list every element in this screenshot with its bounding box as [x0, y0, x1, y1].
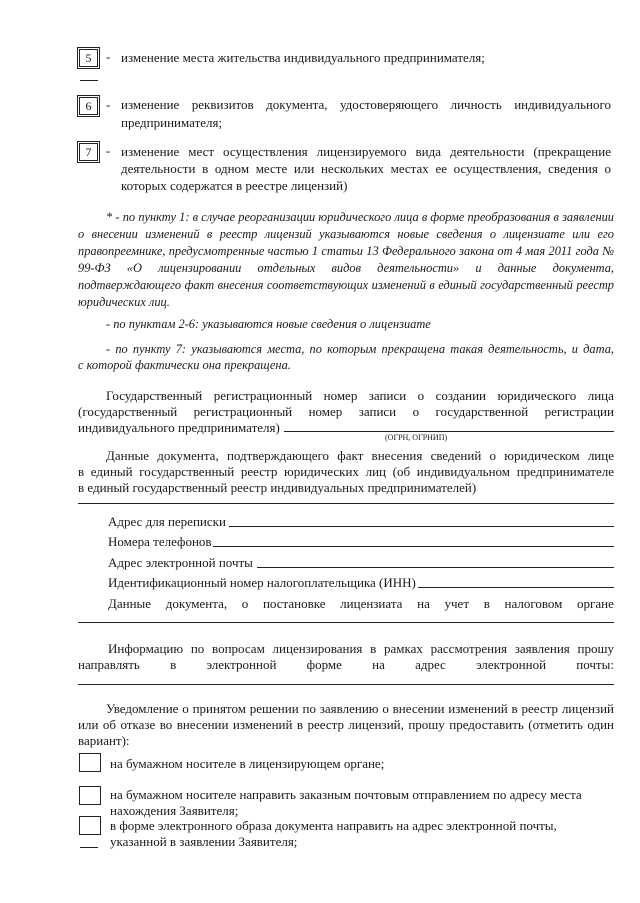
word: Информацию [108, 641, 184, 656]
ogrn-input-line[interactable] [284, 431, 614, 432]
word: государственной [435, 404, 529, 419]
word: номер [323, 388, 358, 403]
option-paper-mail-label-line1: на бумажном носителе направить заказным почтовым отправлением по адресу места [110, 787, 582, 802]
egrul-line-2: в единый государственный реестр юридических лиц (об индивидуальном предпринимателе [78, 464, 614, 479]
phones-input-line[interactable] [213, 546, 614, 547]
word: учет [444, 596, 470, 611]
word: в [483, 596, 490, 611]
item-text-line [121, 97, 611, 113]
item-number-box: 5 [79, 49, 98, 67]
notification-line-1: Уведомление о принятом решении по заявлению о внесении изменений в реестр лицензий [106, 701, 614, 716]
word: регистрационный [213, 388, 313, 403]
option-paper-mail-label-line2: нахождения Заявителя; [110, 803, 239, 818]
word: заявления [514, 641, 570, 656]
ogrn-line-1 [106, 388, 614, 404]
word: о [241, 596, 249, 611]
egrul-line-3: в единый государственный реестр индивидуальных предпринимателей) [78, 480, 477, 495]
word: юридического [497, 388, 577, 403]
egrul-input-line[interactable] [78, 503, 614, 504]
address-input-line[interactable] [229, 526, 614, 527]
info-line-1 [108, 641, 614, 657]
word: вопросам [212, 641, 265, 656]
word: электронной [206, 657, 277, 672]
word: регистрационный [193, 404, 293, 419]
notification-line-3: вариант): [78, 733, 130, 748]
word: (государственный [78, 404, 178, 419]
word: электронной [476, 657, 547, 672]
note-point-7-line1: - по пункту 7: указываются места, по которым прекращена такая деятельность, и дата, [106, 342, 614, 356]
word: по [190, 641, 205, 656]
option-paper-office-checkbox[interactable] [79, 753, 101, 772]
word: Государственный [106, 388, 203, 403]
word: лица [587, 388, 614, 403]
note-point-7-line2: с которой фактически она прекращена. [78, 358, 291, 372]
word: Данные [108, 596, 152, 611]
word: форме [306, 657, 342, 672]
option-electronic-label-line1: в форме электронного образа документа направить на адрес электронной почты, [110, 818, 557, 833]
inn-input-line[interactable] [418, 587, 614, 588]
word: адрес [415, 657, 446, 672]
word: почты: [576, 657, 614, 672]
word: лицензиата [340, 596, 403, 611]
option-electronic-label-line2: указанной в заявлении Заявителя; [110, 834, 298, 849]
word: записи [358, 404, 397, 419]
ogrn-line-3: индивидуального предпринимателя) [78, 420, 280, 435]
egrul-line-1: Данные документа, подтверждающего факт внесения сведений о юридическом лице [106, 448, 614, 463]
word: на [417, 596, 430, 611]
notification-line-2: или об отказе во внесении изменений в реестр лицензий, прошу предоставить (отметить один [78, 717, 614, 732]
short-divider [80, 80, 98, 81]
word: в [170, 657, 177, 672]
item-dash: - [106, 49, 111, 64]
item-number-box: 7 [79, 143, 98, 161]
word: записи [368, 388, 407, 403]
word: налоговом [504, 596, 563, 611]
word: номер [308, 404, 343, 419]
option-paper-mail-checkbox[interactable] [79, 786, 101, 805]
address-label: Адрес для переписки [108, 514, 226, 529]
item-number-box: 6 [79, 97, 98, 115]
word: о [417, 388, 425, 403]
item-dash: - [106, 97, 111, 112]
option-paper-office-label: на бумажном носителе в лицензирующем органе; [110, 756, 385, 771]
word: о [412, 404, 420, 419]
item-text-line: предпринимателя; [121, 115, 223, 130]
item-text-line-content: изменение реквизитов документа, удостоверяющего личность индивидуального [121, 97, 611, 112]
tax-input-line[interactable] [78, 622, 614, 623]
item-text-line: изменение места жительства индивидуального предпринимателя; [121, 50, 485, 65]
note-points-2-6: - по пунктам 2-6: указываются новые сведения о лицензиате [106, 317, 431, 331]
option-electronic-checkbox[interactable] [79, 816, 101, 835]
ogrn-line-2 [78, 404, 614, 420]
word: регистрации [544, 404, 614, 419]
info-line-2 [78, 657, 614, 673]
note-point-1: * - по пункту 1: в случае реорганизации юридического лица в форме преобразования в заявлении о внесении изменений в реестр лицензий указываются новые сведения о лицензиате или его правопреемнике, предусмотренные частью 1 статьи 13 Федерального закона от 4 мая 2011 года № 99-ФЗ «О лицензировании отдельных видов деятельности» и данные документа, подтверждающего факт внесения соответствующих изменений в единый государственный реестр юридических лиц. [78, 210, 614, 309]
word: рамках [384, 641, 423, 656]
email-input-line[interactable] [257, 567, 614, 568]
item-text-line: изменение мест осуществления лицензируемого вида деятельности (прекращение [121, 144, 611, 159]
inn-label: Идентификационный номер налогоплательщика (ИНН) [108, 575, 416, 590]
short-divider [80, 847, 98, 848]
word: в [370, 641, 377, 656]
word: лицензирования [272, 641, 363, 656]
word: рассмотрения [430, 641, 508, 656]
phones-label: Номера телефонов [108, 534, 212, 549]
word: прошу [577, 641, 614, 656]
tax-registration-line [108, 596, 614, 612]
word: постановке [262, 596, 326, 611]
item-text-line: деятельности в одном месте или нескольких местах ее осуществления, сведения о [121, 161, 611, 176]
word: документа, [165, 596, 228, 611]
word: создании [435, 388, 487, 403]
word: органе [577, 596, 614, 611]
word: на [372, 657, 385, 672]
info-email-input-line[interactable] [78, 684, 614, 685]
ogrn-caption: (ОГРН, ОГРНИП) [385, 433, 448, 442]
item-text-line: которых содержатся в реестре лицензий) [121, 178, 348, 193]
word: направлять [78, 657, 140, 672]
item-dash: - [106, 143, 111, 158]
email-label: Адрес электронной почты [108, 555, 253, 570]
